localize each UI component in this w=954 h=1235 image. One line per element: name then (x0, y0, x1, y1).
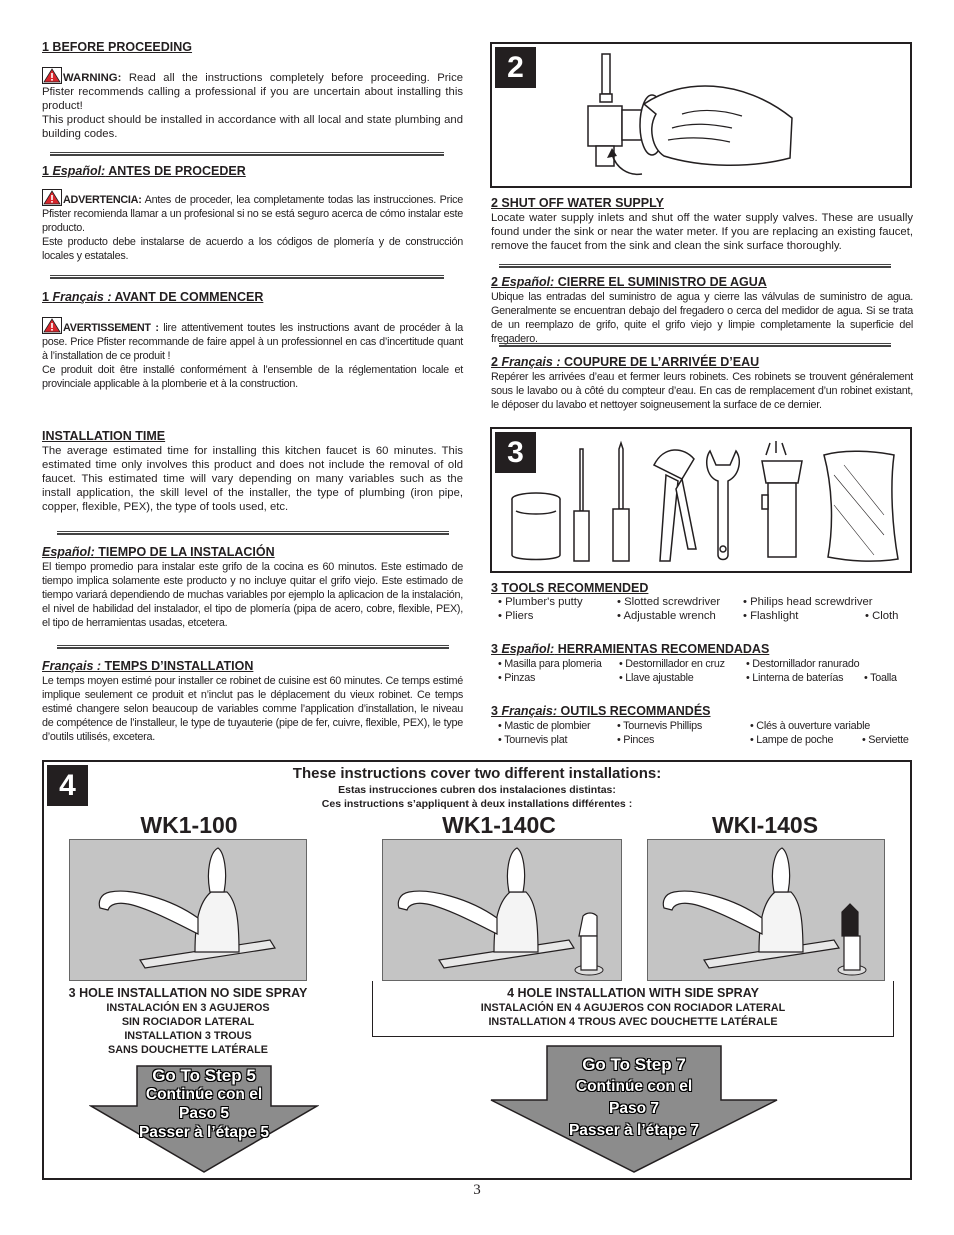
paragraph: Le temps moyen estimé pour installer ce robinet de cuisine est 60 minutes. Ce temps estimé implique seulement ce produit et n’inclut pas le déplacement du vieux robinet. Ce temps estimé changere selon beaucoup de variables comme l’application d’installation, le niveau de compétence de l’installeur, le type de tuyauterie (pipe de fer, cuivre, flexible, PEX), le type d’outils utilisés, excetera. (42, 675, 463, 743)
paragraph: El tiempo promedio para instalar este grifo de la cocina es 60 minutos. Este estimado de tiempo implica solamente este producto y no incluye quitar el grifo viejo. Este estimado de tiempo variará dependiendo de muchas variables por ejemplo la aplicacion de la instalación, el nivel de habilidad del instalador, el tipo de plomería (pipa de acero, cobre, flexible, PEX), el tipo de herramientas usadas, etcetera. (42, 561, 463, 629)
warning-paragraph: ADVERTENCIA: Antes de proceder, lea completamente todas las instrucciones. Price Pfister recomienda llamar a un profesional si no se está seguro acerca de cómo instalar este producto. (42, 189, 463, 235)
tool-item: • Linterna de baterías (746, 672, 844, 684)
section-title: 2 Français : COUPURE DE L’ARRIVÉE D’EAU (491, 355, 760, 369)
faucet-3-hole-image (69, 839, 307, 981)
step-number: 2 (495, 47, 536, 88)
section-title: 2 Español: CIERRE EL SUMINISTRO DE AGUA (491, 275, 767, 289)
step-4-panel (42, 760, 912, 1180)
tool-item: • Adjustable wrench (617, 610, 716, 622)
tool-item: • Mastic de plombier (498, 720, 591, 732)
installation-time-en (42, 429, 463, 514)
section-title: Español: TIEMPO DE LA INSTALACIÓN (42, 545, 275, 559)
model-wki-140s: WKI-140S (711, 812, 819, 838)
tool-item: • Slotted screwdriver (617, 596, 721, 608)
section-title: 1 BEFORE PROCEEDING (42, 40, 193, 54)
before-proceeding-en (42, 40, 463, 141)
installations-headline: These instructions cover two different installations: Estas instrucciones cubren dos instalaciones distintas: Ces instructions s’appliquent à deux installations différentes : (292, 765, 662, 810)
tools-recommended-en (491, 581, 913, 596)
shut-off-water-en (491, 196, 913, 253)
arrow-label: Passer à l’étape 7 (568, 1122, 700, 1139)
arrow-label: Passer à l’étape 5 (138, 1124, 270, 1141)
section-title: 3 Français: OUTILS RECOMMANDÉS (491, 704, 711, 718)
step-3-figure (490, 427, 912, 573)
tool-item: • Flashlight (743, 610, 799, 622)
slotted-screwdriver-icon (574, 449, 589, 561)
model-wk1-140c: WK1-140C (442, 812, 556, 838)
arrow-label: Go To Step 5 (152, 1066, 256, 1085)
divider (57, 645, 449, 649)
faucet-with-sprayer-icon (383, 840, 621, 980)
section-title: 1 Español: ANTES DE PROCEDER (42, 164, 246, 178)
adjustable-wrench-icon (707, 451, 740, 560)
model-wk1-100: WK1-100 (140, 812, 238, 838)
before-proceeding-es (42, 164, 463, 263)
tool-item: • Tournevis plat (498, 734, 568, 746)
flashlight-icon (762, 441, 802, 557)
arrow-label: Continúe con el (575, 1078, 693, 1095)
tool-item: • Masilla para plomeria (498, 658, 602, 670)
section-title: 3 TOOLS RECOMMENDED (491, 581, 649, 595)
arrow-label: Continúe con el (145, 1086, 263, 1103)
arrow-label: Paso 7 (609, 1100, 659, 1117)
paragraph: The average estimated time for installing this kitchen faucet is 60 minutes. This estimated time only involves this product and does not include the removal of old faucet. This estimated time will vary depending on many variables such as the install application, the skill level of the installer, the type of plumbing (iron pipe, copper, flexible, PEX), the type of tools used, etc. (42, 445, 463, 513)
caption-4-hole: 4 HOLE INSTALLATION WITH SIDE SPRAY INSTALACIÓN EN 4 AGUJEROS CON ROCIADOR LATERAL INSTALLATION 4 TROUS AVEC DOUCHETTE LATÉRALE (480, 986, 786, 1028)
tool-item: • Philips head screwdriver (743, 596, 873, 608)
shut-off-water-es (491, 275, 913, 346)
step-number: 4 (47, 765, 88, 806)
section-title: 1 Français : AVANT DE COMMENCER (42, 290, 264, 304)
warning-icon (42, 67, 62, 84)
shutoff-valve-hand-illustration (572, 48, 812, 184)
tool-item: • Clés à ouverture variable (750, 720, 871, 732)
pliers-icon (654, 450, 696, 561)
paragraph: Ubique las entradas del suministro de agua y cierre las válvulas de suministro de agua. Generalmente se encuentran debajo del fregadero o cerca del medidor de agua. Si se trata de un reemplazo de grifo, quite el grifo viejo y limpie completamente la superficie del fregadero. (491, 291, 913, 345)
divider (57, 531, 449, 535)
putty-jar-icon (512, 493, 560, 560)
tools-recommended-fr (491, 704, 913, 719)
warning-icon (42, 317, 62, 334)
tool-item: • Toalla (864, 672, 897, 684)
go-to-step-7-arrow[interactable] (489, 1044, 779, 1174)
tools-recommended-es (491, 642, 913, 657)
codes-paragraph: Ce produit doit être installé conformément à l’ensemble de la réglementation locale et provinciale applicable à la plomberie et à la construction. (42, 364, 463, 390)
section-title: INSTALLATION TIME (42, 429, 166, 443)
warning-paragraph: AVERTISSEMENT : lire attentivement toutes les instructions avant de procéder à la pose. Price Pfister recommande de faire appel à un professionnel en cas d’incertitude quant à l’installation de ce produit ! (42, 317, 463, 363)
step-2-figure (490, 42, 912, 188)
arrow-label: Paso 5 (179, 1105, 229, 1122)
tool-item: • Serviette (862, 734, 909, 746)
faucet-with-sprayer-icon (648, 840, 884, 980)
tool-item: • Destornillador ranurado (746, 658, 860, 670)
divider (50, 275, 444, 279)
shut-off-water-fr (491, 355, 913, 412)
tool-item: • Pinzas (498, 672, 536, 684)
tool-item: • Lampe de poche (750, 734, 834, 746)
warning-paragraph: WARNING: Read all the instructions completely before proceeding. Price Pfister recommends calling a professional if you are uncertain about installing this product! (42, 67, 463, 113)
cloth-icon (824, 451, 898, 561)
paragraph: Locate water supply inlets and shut off the water supply valves. These are usually found under the sink or near the water meter. If you are replacing an existing faucet, remove the faucet from the sink and clean the sink surface thoroughly. (491, 212, 913, 252)
go-to-step-5-arrow[interactable] (89, 1064, 319, 1174)
tools-illustration (504, 435, 904, 567)
step-number: 3 (495, 432, 536, 473)
page-number: 3 (473, 1182, 481, 1198)
before-proceeding-fr (42, 290, 463, 391)
phillips-screwdriver-icon (613, 443, 629, 561)
paragraph: Repérer les arrivées d’eau et fermer leurs robinets. Ces robinets se trouvent généralement sous le lavabo ou à côté du compteur d’eau. En cas de remplacement d’un robinet existant, le déposer du lavabo et nettoyer soigneusement la surface de ce dernier. (491, 371, 913, 411)
tool-item: • Plumber's putty (498, 596, 583, 608)
faucet-4-hole-image-s (647, 839, 885, 981)
codes-paragraph: Este producto debe instalarse de acuerdo a los códigos de plomería y de construcción locales y estatales. (42, 236, 463, 262)
divider (50, 152, 444, 156)
tool-item: • Cloth (865, 610, 899, 622)
tool-item: • Tournevis Phillips (617, 720, 702, 732)
tool-item: • Llave ajustable (619, 672, 694, 684)
section-title: 3 Español: HERRAMIENTAS RECOMENDADAS (491, 642, 770, 656)
installation-time-es (42, 545, 463, 630)
tool-item: • Pinces (617, 734, 655, 746)
installation-time-fr (42, 659, 463, 744)
faucet-icon (70, 840, 306, 980)
warning-icon (42, 189, 62, 206)
codes-paragraph: This product should be installed in accordance with all local and state plumbing and building codes. (42, 114, 463, 140)
divider (499, 343, 891, 347)
section-title: 2 SHUT OFF WATER SUPPLY (491, 196, 664, 210)
section-title: Français : TEMPS D’INSTALLATION (42, 659, 254, 673)
caption-3-hole: 3 HOLE INSTALLATION NO SIDE SPRAY INSTALACIÓN EN 3 AGUJEROS SIN ROCIADOR LATERAL INSTALLATION 3 TROUS SANS DOUCHETTE LATÉRALE (68, 986, 308, 1056)
tool-item: • Destornillador en cruz (619, 658, 725, 670)
tool-item: • Pliers (498, 610, 534, 622)
arrow-label: Go To Step 7 (582, 1055, 686, 1074)
divider (499, 264, 891, 268)
faucet-4-hole-image-c (382, 839, 622, 981)
